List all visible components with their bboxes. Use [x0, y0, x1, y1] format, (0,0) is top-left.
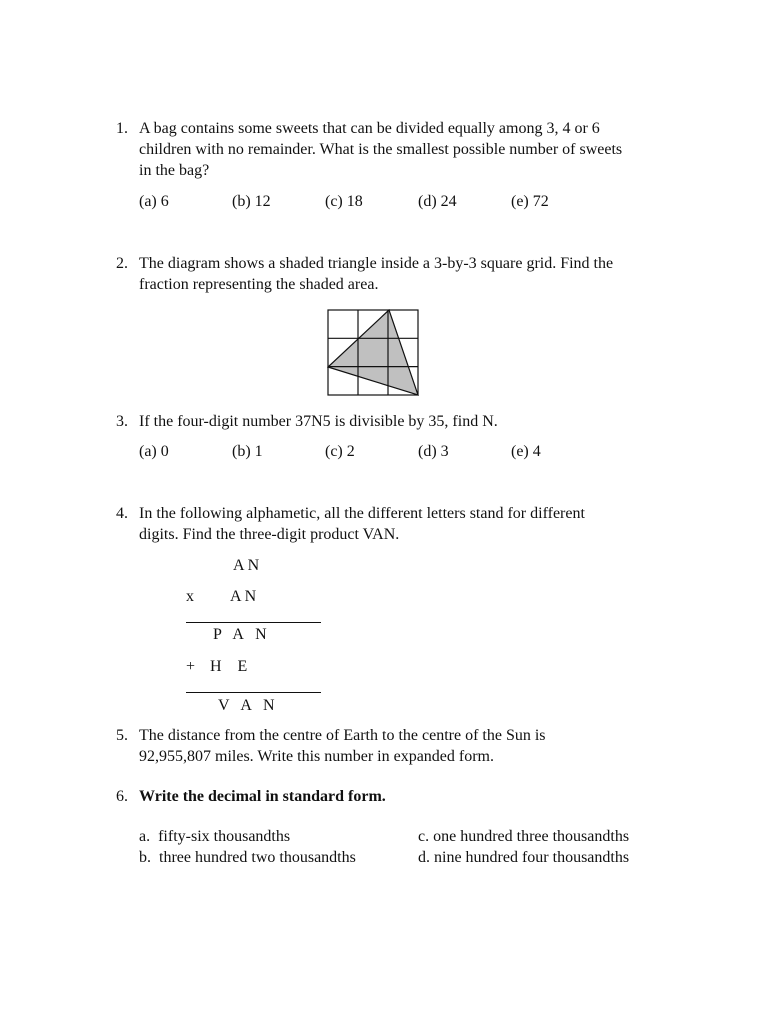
question-1-option-e: (e) 72: [511, 193, 549, 210]
question-6-number: 6.: [116, 788, 128, 805]
question-5-line-1: The distance from the centre of Earth to the centre of the Sun is: [139, 727, 546, 744]
question-3-text: [139, 411, 699, 432]
alphametic-times-sign: x: [186, 588, 194, 605]
question-5-line-2: 92,955,807 miles. Write this number in expanded form.: [139, 748, 494, 765]
question-3-number: 3.: [116, 413, 128, 430]
question-1-option-c: (c) 18: [325, 193, 363, 210]
question-3-option-a: (a) 0: [139, 443, 169, 460]
question-2-text: [139, 253, 699, 295]
alphametic-rule-1: [186, 622, 321, 623]
question-1-line-1: A bag contains some sweets that can be divided equally among 3, 4 or 6: [139, 120, 600, 137]
question-6-item-d: d. nine hundred four thousandths: [418, 849, 630, 866]
question-6-item-a: a. fifty-six thousandths: [139, 828, 291, 845]
question-3-option-e: (e) 4: [511, 443, 541, 460]
question-1-option-a: (a) 6: [139, 193, 169, 210]
question-4-line-2: digits. Find the three-digit product VAN.: [139, 526, 400, 543]
question-1-option-b: (b) 12: [232, 193, 271, 210]
alphametic-row-1: A N: [233, 557, 260, 574]
question-3-option-d: (d) 3: [418, 443, 449, 460]
question-3-line-1: If the four-digit number 37N5 is divisible by 35, find N.: [139, 413, 498, 430]
question-5-text: [139, 725, 699, 767]
question-4-number: 4.: [116, 505, 128, 522]
question-6-title: Write the decimal in standard form.: [139, 788, 386, 805]
question-2-line-1: The diagram shows a shaded triangle inside a 3-by-3 square grid. Find the: [139, 255, 614, 272]
shaded-triangle-grid-diagram: [327, 309, 420, 397]
question-1-option-d: (d) 24: [418, 193, 457, 210]
alphametic-row-5: V A N: [218, 697, 275, 714]
question-1-line-2: children with no remainder. What is the smallest possible number of sweets: [139, 141, 623, 158]
question-5-number: 5.: [116, 727, 128, 744]
alphametic-row-4: H E: [210, 658, 248, 675]
question-6-item-b: b. three hundred two thousandths: [139, 849, 356, 866]
alphametic-row-2: A N: [230, 588, 257, 605]
alphametic-rule-2: [186, 692, 321, 693]
question-1-number: 1.: [116, 120, 128, 137]
shaded-triangle: [328, 310, 418, 395]
question-4-text: [139, 503, 699, 545]
question-3-option-b: (b) 1: [232, 443, 263, 460]
alphametic-row-3: P A N: [213, 626, 267, 643]
question-4-line-1: In the following alphametic, all the different letters stand for different: [139, 505, 585, 522]
question-1-line-3: in the bag?: [139, 162, 210, 179]
question-2-number: 2.: [116, 255, 128, 272]
question-6-item-c: c. one hundred three thousandths: [418, 828, 630, 845]
question-3-option-c: (c) 2: [325, 443, 355, 460]
question-1-text: [139, 118, 699, 181]
alphametic-plus-sign: +: [186, 658, 196, 675]
question-2-line-2: fraction representing the shaded area.: [139, 276, 379, 293]
